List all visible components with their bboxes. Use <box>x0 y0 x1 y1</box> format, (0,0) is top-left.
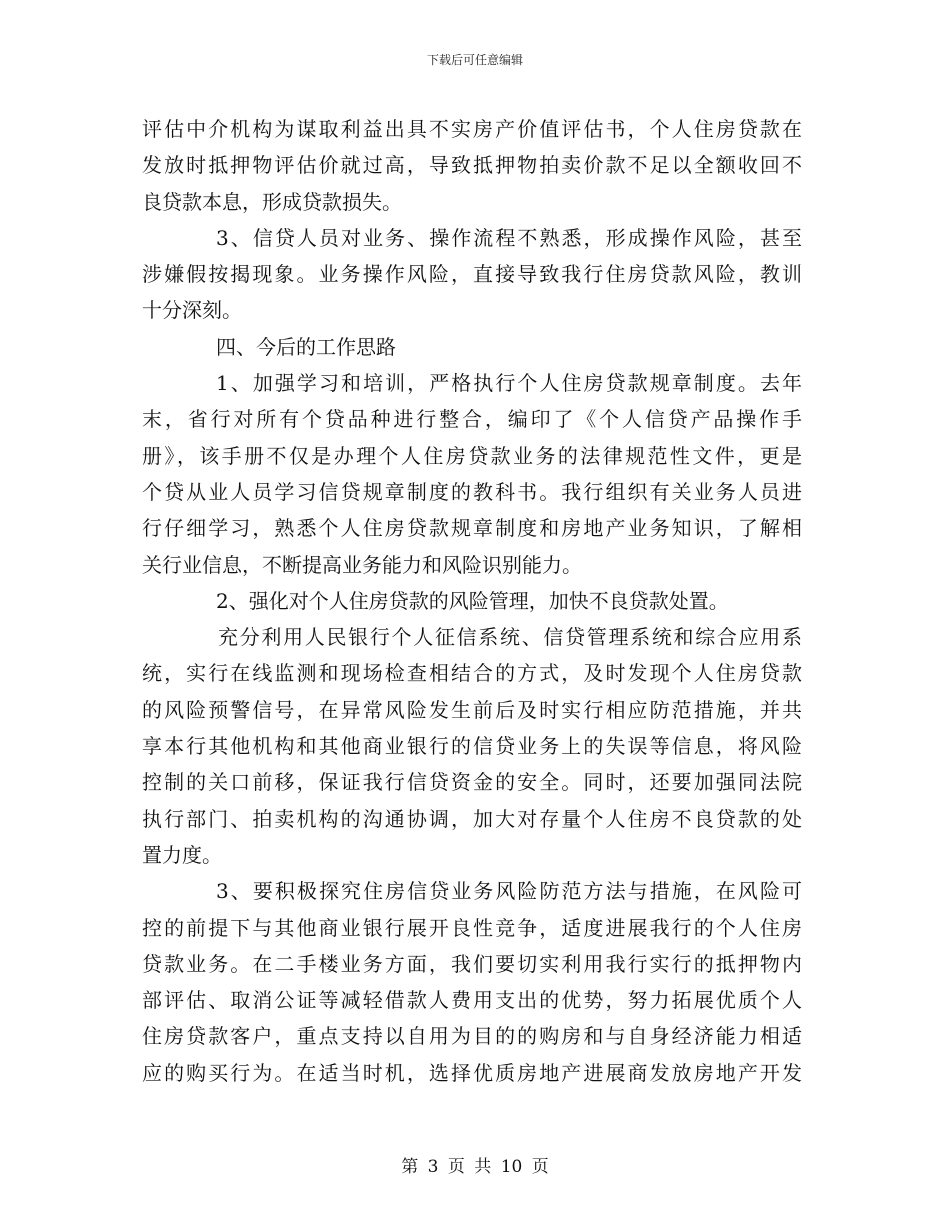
body-line: 贷款业务。在二手楼业务方面，我们要切实利用我行实行的抵押物内 <box>142 951 802 976</box>
body-line: 住房贷款客户，重点支持以自用为目的的购房和与自身经济能力相适 <box>142 1024 802 1049</box>
section-heading: 四、今后的工作思路 <box>216 334 396 359</box>
body-line: 应的购买行为。在适当时机，选择优质房地产进展商发放房地产开发 <box>142 1060 802 1085</box>
body-line: 的风险预警信号，在异常风险发生前后及时实行相应防范措施，并共 <box>142 697 802 722</box>
body-line: 行仔细学习，熟悉个人住房贷款规章制度和房地产业务知识，了解相 <box>142 516 802 541</box>
body-line: 评估中介机构为谋取利益出具不实房产价值评估书，个人住房贷款在 <box>142 117 802 141</box>
body-line: 涉嫌假按揭现象。业务操作风险，直接导致我行住房贷款风险，教训 <box>142 262 802 287</box>
body-line: 1、加强学习和培训，严格执行个人住房贷款规章制度。去年 <box>216 371 802 396</box>
body-line: 良贷款本息，形成贷款损失。 <box>142 189 402 214</box>
body-line: 十分深刻。 <box>142 298 242 323</box>
body-line: 末，省行对所有个贷品种进行整合，编印了《个人信贷产品操作手 <box>142 407 802 432</box>
document-body <box>142 111 802 1091</box>
page-number-footer: 第 3 页 共 10 页 <box>401 1157 549 1177</box>
body-line: 部评估、取消公证等减轻借款人费用支出的优势，努力拓展优质个人 <box>142 988 802 1013</box>
body-line: 3、信贷人员对业务、操作流程不熟悉，形成操作风险，甚至 <box>216 225 802 250</box>
body-line: 个贷从业人员学习信贷规章制度的教科书。我行组织有关业务人员进 <box>142 479 802 504</box>
body-line: 控的前提下与其他商业银行展开良性竞争，适度进展我行的个人住房 <box>142 915 802 940</box>
page-header-note: 下载后可任意编辑 <box>426 53 523 67</box>
body-line: 册》，该手册不仅是办理个人住房贷款业务的法律规范性文件，更是 <box>142 443 802 468</box>
body-line: 统，实行在线监测和现场检查相结合的方式，及时发现个人住房贷款 <box>142 661 802 686</box>
body-line: 3、要积极探究住房信贷业务风险防范方法与措施，在风险可 <box>216 879 802 904</box>
body-line: 发放时抵押物评估价就过高，导致抵押物拍卖价款不足以全额收回不 <box>142 153 802 178</box>
body-line: 置力度。 <box>142 842 222 867</box>
body-line: 享本行其他机构和其他商业银行的信贷业务上的失误等信息，将风险 <box>142 734 802 759</box>
body-line: 充分利用人民银行个人征信系统、信贷管理系统和综合应用系 <box>218 625 802 650</box>
body-line: 控制的关口前移，保证我行信贷资金的安全。同时，还要加强同法院 <box>142 770 802 795</box>
body-line: 2、强化对个人住房贷款的风险管理，加快不良贷款处置。 <box>216 588 729 613</box>
body-line: 关行业信息，不断提高业务能力和风险识别能力。 <box>142 552 582 577</box>
body-line: 执行部门、拍卖机构的沟通协调，加大对存量个人住房不良贷款的处 <box>142 806 802 831</box>
